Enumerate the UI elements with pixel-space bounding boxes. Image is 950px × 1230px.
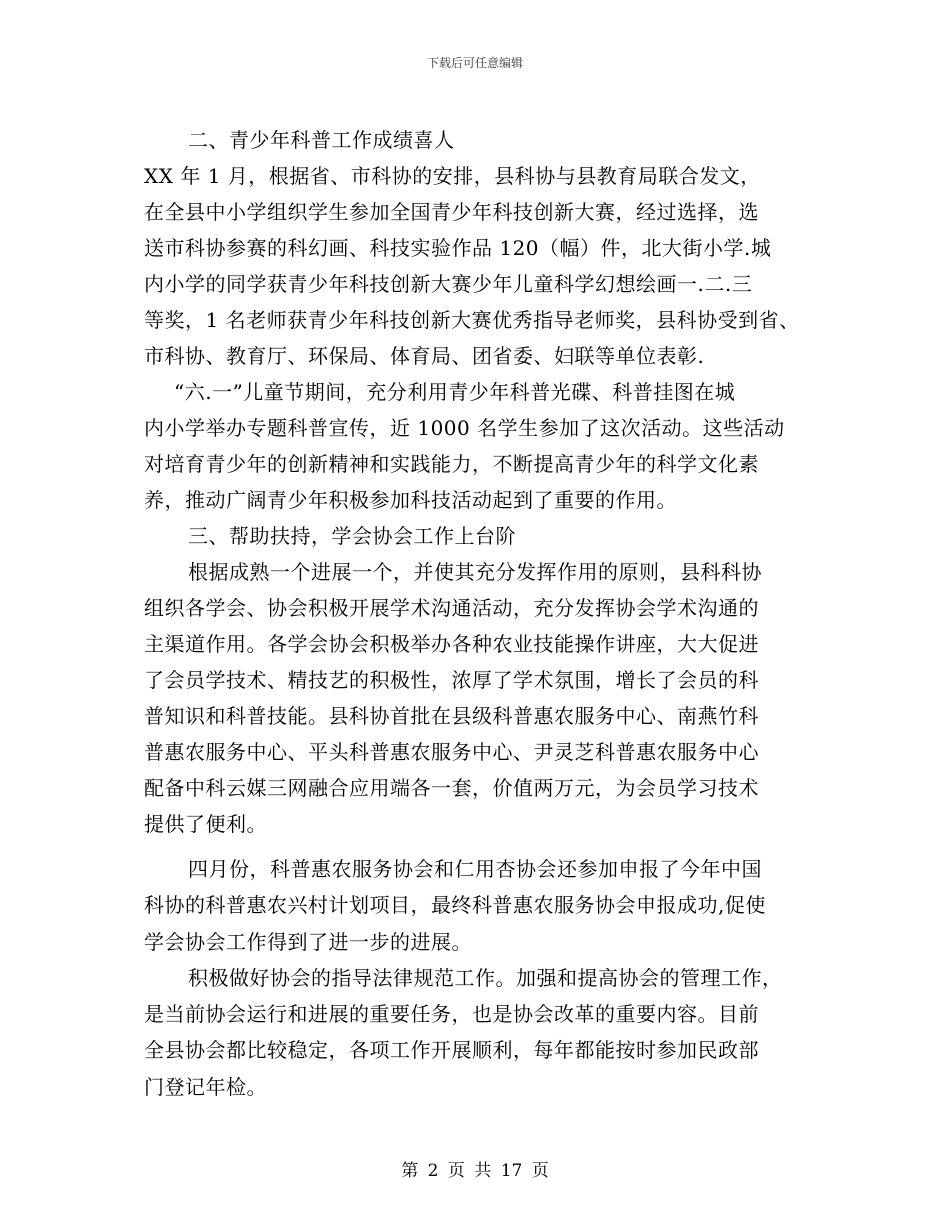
text-line: 送市科协参赛的科幻画、科技实验作品 120（幅）件，北大街小学.城 — [144, 236, 772, 260]
text-line: 市科协、教育厅、环保局、体育局、团省委、妇联等单位表彰. — [144, 344, 705, 368]
text-line: 配备中科云媒三网融合应用端各一套，价值两万元，为会员学习技术 — [144, 776, 759, 800]
text-line: 在全县中小学组织学生参加全国青少年科技创新大赛，经过选择，选 — [144, 200, 759, 224]
text-line: XX 年 1 月，根据省、市科协的安排，县科协与县教育局联合发文， — [144, 164, 761, 188]
text-line: 三、帮助扶持，学会协会工作上台阶 — [188, 524, 516, 548]
text-line: 组织各学会、协会积极开展学术沟通活动，充分发挥协会学术沟通的 — [144, 596, 759, 620]
text-line: 主渠道作用。各学会协会积极举办各种农业技能操作讲座，大大促进 — [144, 632, 759, 656]
text-line: 科协的科普惠农兴村计划项目，最终科普惠农服务协会申报成功,促使 — [144, 893, 766, 917]
text-line: 门登记年检。 — [144, 1075, 267, 1099]
text-line: 全县协会都比较稳定，各项工作开展顺利，每年都能按时参加民政部 — [144, 1038, 759, 1062]
text-line: 对培育青少年的创新精神和实践能力，不断提高青少年的科学文化素 — [144, 452, 759, 476]
text-line: 根据成熟一个进展一个，并使其充分发挥作用的原则，县科科协 — [188, 560, 762, 584]
text-line: 内小学的同学获青少年科技创新大赛少年儿童科学幻想绘画一.二.三 — [144, 272, 753, 296]
text-line: 普知识和科普技能。县科协首批在县级科普惠农服务中心、南燕竹科 — [144, 704, 759, 728]
text-line: 普惠农服务中心、平头科普惠农服务中心、尹灵芝科普惠农服务中心 — [144, 740, 759, 764]
text-line: 积极做好协会的指导法律规范工作。加强和提高协会的管理工作， — [188, 966, 783, 990]
text-line: 是当前协会运行和进展的重要任务，也是协会改革的重要内容。目前 — [144, 1002, 759, 1026]
page-header: 下载后可任意编辑 — [426, 56, 523, 70]
text-line: 内小学举办专题科普宣传，近 1000 名学生参加了这次活动。这些活动 — [144, 416, 785, 440]
text-line: 提供了便利。 — [144, 812, 267, 836]
text-line: 学会协会工作得到了进一步的进展。 — [144, 930, 472, 954]
text-line: 养，推动广阔青少年积极参加科技活动起到了重要的作用。 — [144, 488, 677, 512]
text-line: 等奖，1 名老师获青少年科技创新大赛优秀指导老师奖，县科协受到省、 — [144, 308, 800, 332]
text-line: 了会员学技术、精技艺的积极性，浓厚了学术氛围，增长了会员的科 — [144, 668, 759, 692]
page-footer: 第 2 页 共 17 页 — [401, 1161, 549, 1181]
text-line: 四月份，科普惠农服务协会和仁用杏协会还参加申报了今年中国 — [188, 857, 762, 881]
text-line: 二、青少年科普工作成绩喜人 — [188, 128, 455, 152]
text-line: “六.一”儿童节期间，充分利用青少年科普光碟、科普挂图在城 — [174, 380, 736, 404]
